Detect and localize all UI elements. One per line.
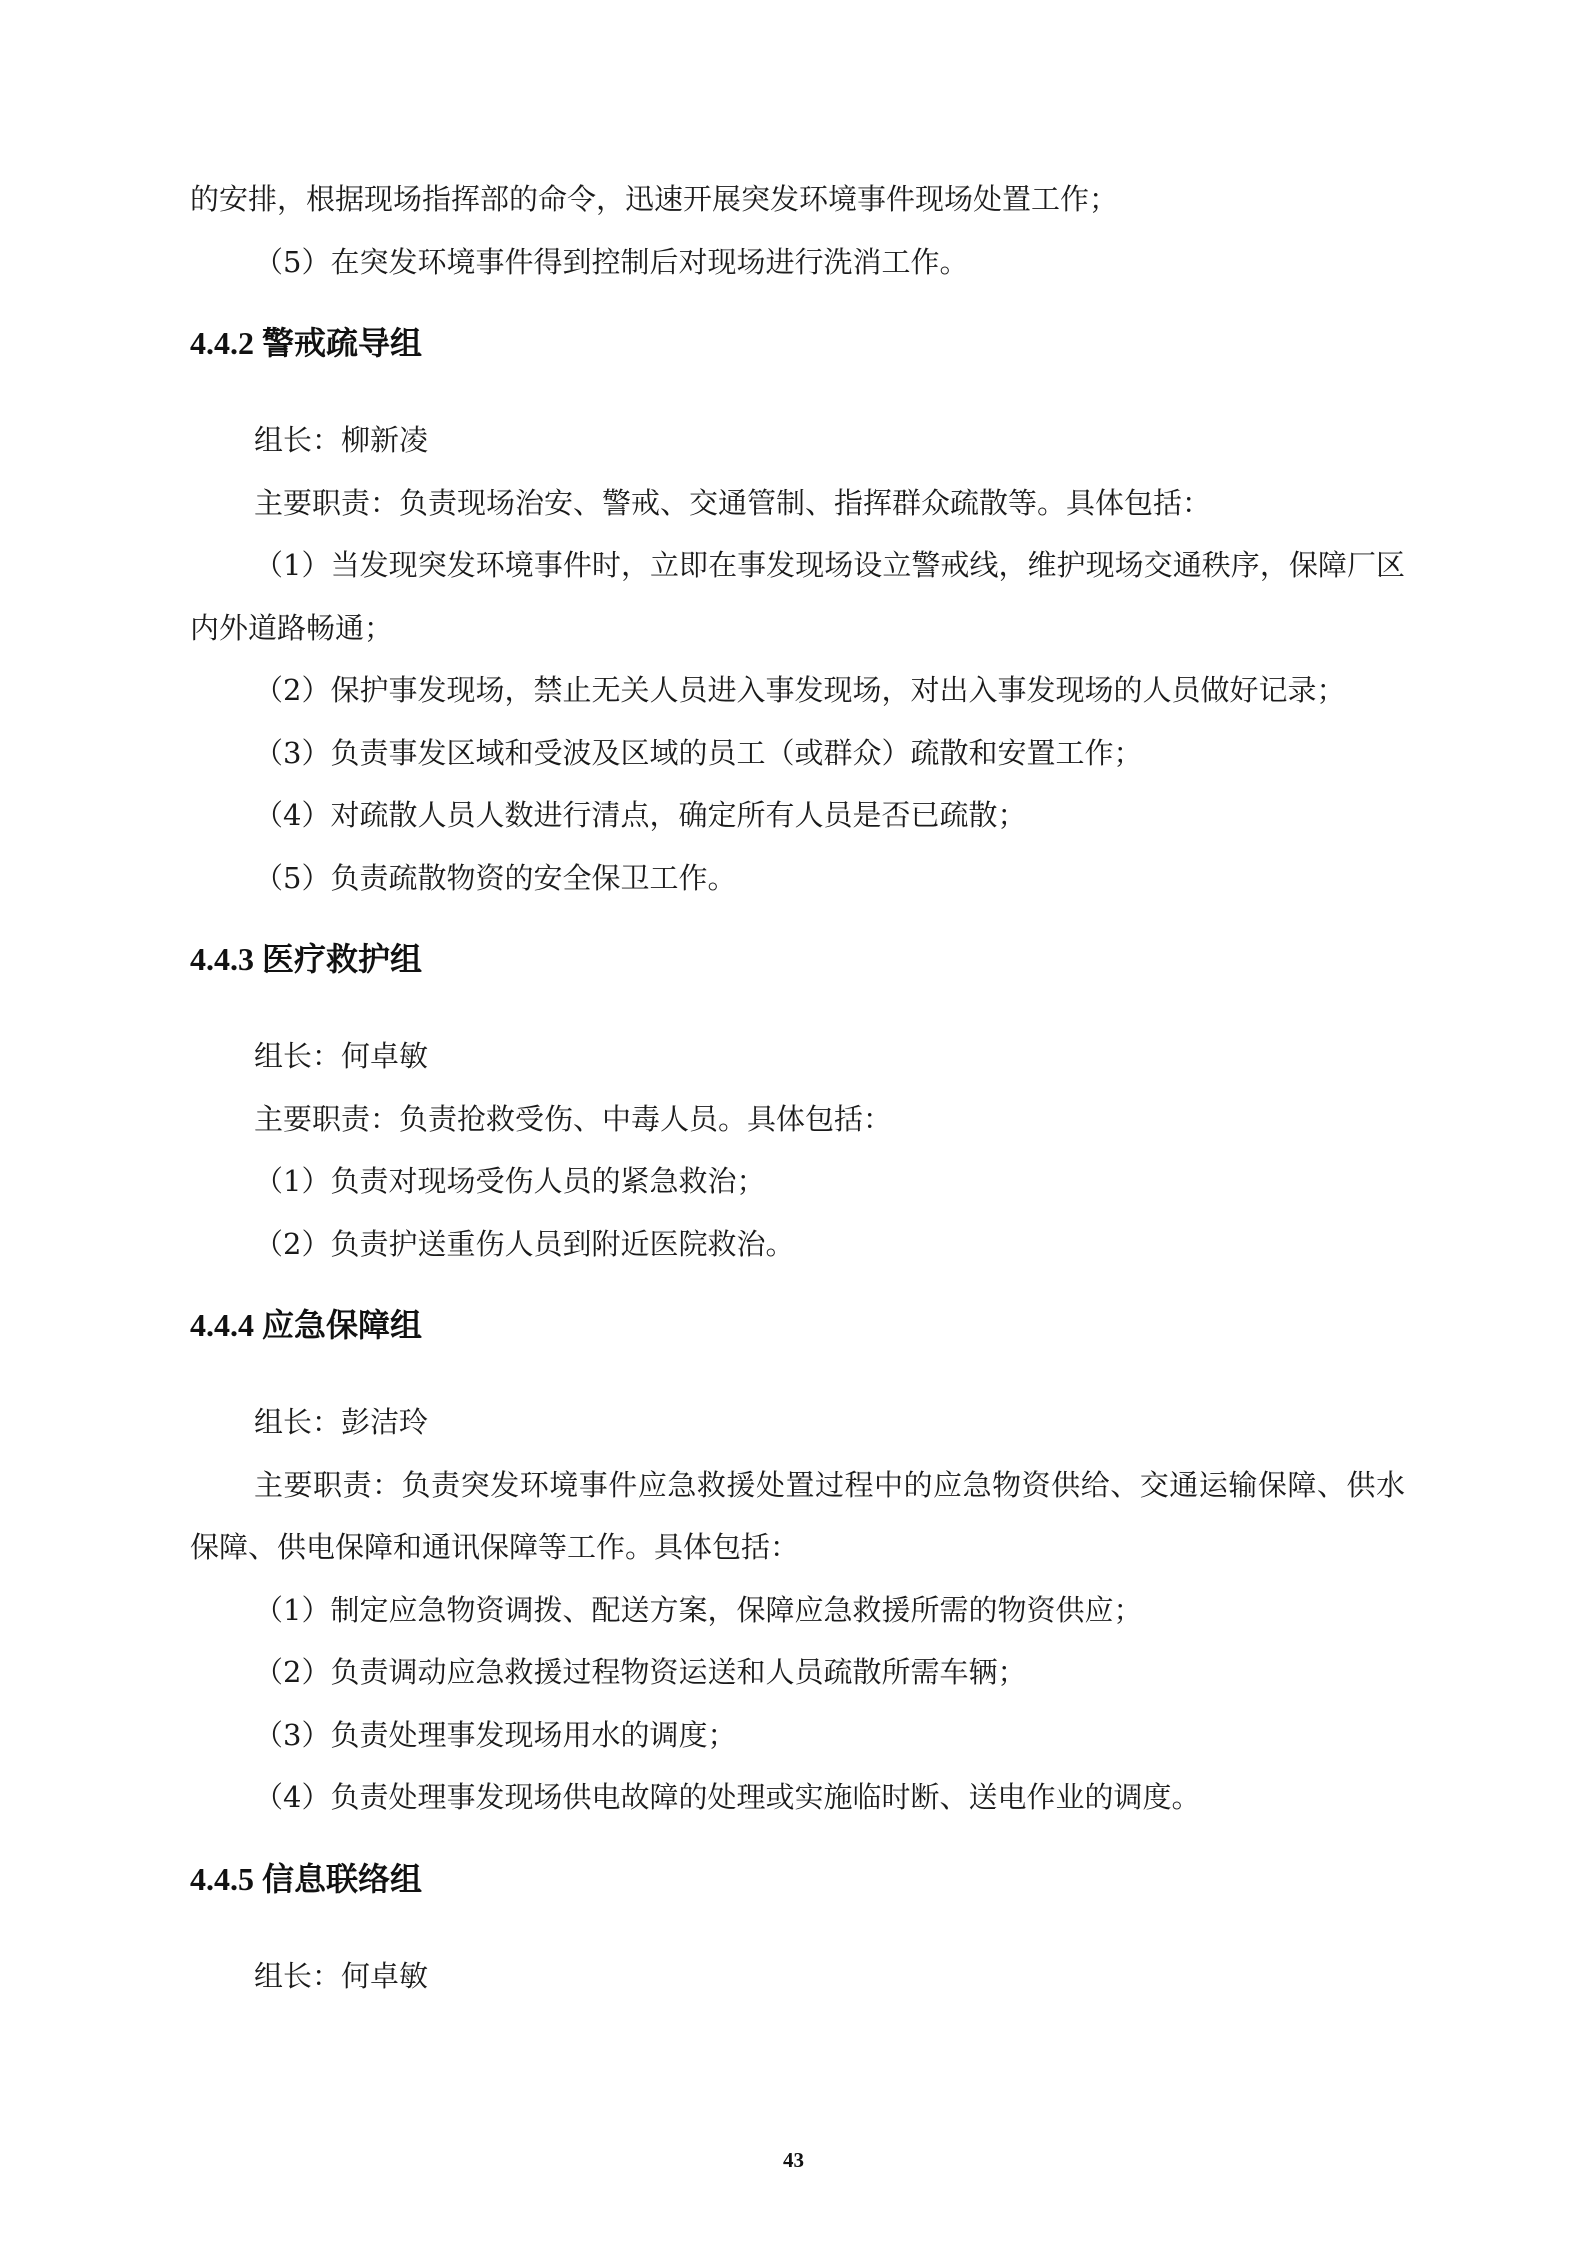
paragraph-item: （5）在突发环境事件得到控制后对现场进行洗消工作。 — [254, 244, 969, 279]
duty-item: （3）负责处理事发现场用水的调度； — [254, 1717, 737, 1752]
duty-intro: 主要职责：负责突发环境事件应急救援处置过程中的应急物资供给、交通运输保障、供水保障、供电保障和通讯保障等工作。具体包括： — [190, 1467, 1405, 1564]
section-number: 4.4.3 — [190, 941, 254, 977]
section-title: 医疗救护组 — [262, 940, 423, 978]
group-leader: 组长：彭洁玲 — [254, 1405, 429, 1439]
group-leader: 组长：何卓敏 — [254, 1958, 429, 1993]
section-title: 信息联络组 — [262, 1859, 423, 1898]
duty-item: （2）保护事发现场，禁止无关人员进入事发现场，对出入事发现场的人员做好记录； — [254, 673, 1346, 707]
duty-intro: 主要职责：负责抢救受伤、中毒人员。具体包括： — [254, 1101, 893, 1136]
duty-intro: 主要职责：负责现场治安、警戒、交通管制、指挥群众疏散等。具体包括： — [254, 485, 1212, 520]
paragraph-continuation: 的安排，根据现场指挥部的命令，迅速开展突发环境事件现场处置工作； — [190, 182, 1119, 216]
section-4-4-5 — [190, 1859, 1405, 2008]
section-number: 4.4.2 — [190, 325, 254, 361]
duty-item: （4）负责处理事发现场供电故障的处理或实施临时断、送电作业的调度。 — [254, 1780, 1201, 1814]
section-title: 应急保障组 — [262, 1306, 423, 1344]
duty-item: （1）制定应急物资调拨、配送方案，保障应急救援所需的物资供应； — [254, 1592, 1143, 1627]
group-leader: 组长：柳新凌 — [254, 423, 429, 457]
section-heading — [190, 1859, 1405, 1899]
duty-item: （1）当发现突发环境事件时，立即在事发现场设立警戒线，维护现场交通秩序，保障厂区内外道路畅通； — [190, 548, 1405, 645]
group-leader: 组长：何卓敏 — [254, 1039, 429, 1073]
duty-item: （2）负责调动应急救援过程物资运送和人员疏散所需车辆； — [254, 1655, 1027, 1689]
section-title: 警戒疏导组 — [262, 324, 423, 362]
duty-item: （2）负责护送重伤人员到附近医院救治。 — [254, 1226, 795, 1261]
duty-item: （3）负责事发区域和受波及区域的员工（或群众）疏散和安置工作； — [254, 735, 1143, 770]
section-4-4-4 — [190, 1305, 1405, 1829]
section-number: 4.4.4 — [190, 1307, 254, 1343]
duty-item: （5）负责疏散物资的安全保卫工作。 — [254, 860, 737, 895]
duty-item: （1）负责对现场受伤人员的紧急救治； — [254, 1164, 766, 1198]
section-heading — [190, 1305, 1405, 1345]
duty-item: （4）对疏散人员人数进行清点，确定所有人员是否已疏散； — [254, 798, 1027, 832]
page-number: 43 — [783, 2148, 804, 2172]
page-content — [190, 168, 1405, 2007]
section-number: 4.4.5 — [190, 1860, 254, 1897]
section-4-4-2 — [190, 323, 1405, 909]
section-heading — [190, 323, 1405, 363]
section-4-4-3 — [190, 939, 1405, 1275]
section-heading — [190, 939, 1405, 979]
